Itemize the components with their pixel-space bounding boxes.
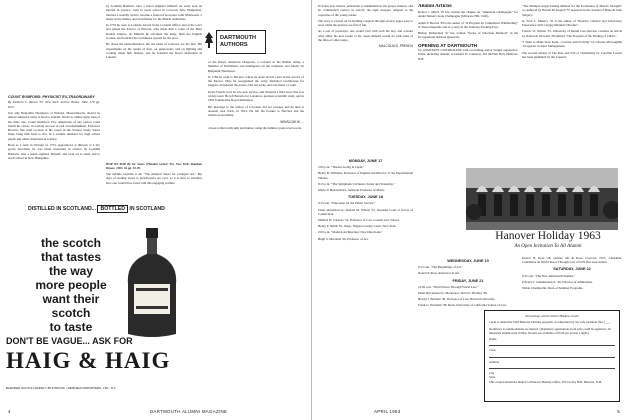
right-column-1 — [318, 4, 413, 132]
schedule-item: Edward T. Chamberlain Jr. '36, Director of Admissions. — [522, 279, 593, 284]
schedule-item: Panel discussion by: Donald M. Wilson '25, Supreme Court of Errors of Connecticut. — [318, 207, 413, 216]
review-paragraph: In 1776 he went to London, served in the Colonial Office, and at the war's end joined the Elector of Bavaria, who made him a count of the Holy Roman Empire. At Munich he reformed the army, built the English Garden, and founded the workhouse system for the poor. — [106, 23, 202, 41]
article-paragraph: Bishop Richardson '47 has written "Series of Selection Methods" in the Occupational Outlook Quarterly. — [418, 31, 518, 40]
schedule-item: Harold J. Berman '38, Professor of Law, Harvard University. — [418, 297, 496, 302]
opening-paragraph: for ASSISTANT CONTROLLER with accounting and/or budget experience. Write, including résumé, to Donald W. Cameron, 201 McNutt Hall, Hanover, N.H. — [418, 48, 518, 61]
alumni-articles-heading: Alumni Articles — [418, 4, 452, 9]
schedule-item: 2:00 p.m. "Modern Architecture: New Directions." — [318, 230, 383, 235]
right-column-2 — [418, 4, 518, 152]
review-byline: By Sanborn C. Brown '35. New York: Anchor Books. 1962. 178 pp. $.95. — [8, 100, 100, 109]
coupon-dorm-text: Dormitory accommodations are desired: (Dormitory applications from wife could be applied to all interested alumni early in May. Rooms are available at $3.50 per person a night.) — [489, 326, 611, 335]
article-paragraph: Adam P. Morton '38 is the author of "A Program for Cumulative Withholding" in Taxes magazine and of a story in the Saturday Evening Post. — [418, 20, 518, 29]
authors-box-line1: DARTMOUTH — [220, 35, 257, 41]
hanover-holiday-subtitle: An Open Invitation To All Alumni — [514, 244, 582, 249]
field-state-label: State — [489, 375, 496, 380]
schedule-item: Hugh S. Morrison '26, Professor of Art. — [318, 236, 369, 241]
review-paragraph: a book written with skill and humor, using the familiar grade level words. — [208, 125, 302, 130]
schedule-item: Waldo Chamberlin, Dean of Summer Programs. — [522, 286, 584, 291]
schedule-item: Robert P. Rose, Instructor in Art. — [418, 271, 460, 276]
article-paragraph: "I Want to Make Your Point—Concise and Exciting" by Chester McLaughlin '19 appears in Sales Management. — [522, 40, 622, 49]
article-paragraph: O. Fred L. Meierry '55 is the author of "Relative Clinical and Laboratory Experience with Cetylpyridinium Chloride". — [522, 18, 622, 28]
ad-brand: HAIG & HAIG — [6, 348, 171, 373]
review-column-3 — [208, 60, 304, 410]
schedule-item: Henry P. Smith '35, Judge, Niagara County Court, New York. — [318, 224, 397, 229]
field-address-label: Address — [489, 359, 500, 364]
ad-distilled-line: DISTILLED IN SCOTLAND... BOTTLED IN SCOTLAND — [28, 206, 165, 212]
review-paragraph: In Seuss ever tireless, pedestrian or mathematical, his proper balance, and he commended variety, in exactly the right dosages, adapted to the capacities of the young reader. — [318, 4, 413, 17]
article-paragraph: "The Multiple Angle Testing Method for the Evaluation of Muscle Strength" co-authored by Harold M. Kaplan '57 appeared in the Journal of Bone & Joint Surgery. — [522, 4, 622, 17]
whisky-bottle-icon — [122, 228, 182, 343]
schedule-item: Panel Discussion by: Moderator: David J. Bradley '38. — [418, 291, 488, 296]
right-column-3 — [522, 4, 622, 152]
coupon-closing: This coupon should be mailed to Hanover Holiday Office, 203 Crosby Hall, Hanover, N.H. — [489, 379, 602, 384]
review-paragraph: of the King's American Dragoons, a Colonel in the British Army, a Member of Parliament, and intelligence on the continent, and finally Sir Benjamin Thompson. — [208, 60, 304, 73]
field-city-label: City — [489, 371, 495, 376]
review-paragraph: As a sort of postscript, one would visit with both the boy, and wonder what either the new reader or Dr. Seuss himself would do with some of the titles of other pages. — [318, 29, 413, 43]
review-paragraph: He chose the name Rumford, the old name of Concord, for his title. His experiments on the nature of heat, on gunpowder, and on lighting and cooking made him famous, and he founded the Royal Institution in London. — [106, 42, 202, 60]
review-paragraph: His marriage to the widow of Lavoisier did not prosper, and he died at Auteuil, near Paris, in 1814. He left his fortune to Harvard and the American Academy. — [208, 104, 304, 118]
schedule-day: TUESDAY, JUNE 18 — [348, 195, 383, 200]
article-paragraph: Robert J. Misch '25 has written the chapter on "American Champagne" for André Simon's book Champagne (McGraw-Hill, 1962). — [418, 10, 518, 19]
dartmouth-logo-icon — [204, 32, 214, 48]
meetings-note: All meetings will be held in Hopkins Center — [524, 314, 580, 318]
schedule-item: 2:00 p.m. "Theater-Going in Japan." — [318, 165, 365, 170]
schedule-column-1 — [318, 156, 413, 412]
ad-fine-print: BLENDED SCOTCH WHISKY, 86.8 PROOF • RENFIELD IMPORTERS, LTD., N.Y. — [6, 386, 117, 390]
schedule-item: 10:00 a.m. "World Peace Through World Law." — [418, 284, 479, 289]
hopkins-center-photo — [466, 168, 618, 230]
footer-title-left: DARTMOUTH ALUMNI MAGAZINE — [150, 409, 228, 414]
reviewer-signature: MALCOLM D. FRENCH — [378, 44, 413, 49]
authors-box-line2: AUTHORS — [220, 42, 248, 48]
article-paragraph: Francis W. Walton '33, University of Mount Leos Review contains an article by Robert R. Dowden '38 entitled "The Progress of the Finding of Christ." — [522, 29, 622, 38]
review-paragraph: In the French wars he saw new service, and invented a field stove that was widely used. He left Bavaria for London to promote scientific study, and in 1800 founded the Royal Institution. — [208, 89, 304, 103]
schedule-day: MONDAY, JUNE 17 — [348, 159, 383, 163]
review-paragraph: Just why Benjamin Thompson of Woburn, Massachusetts, should be almost unknown today is hard to explain, but he is, unlike many men of his time: one, Count Rumford. Few Americans of any period could match his career, in worldly success or real accomplishment. Professor Brown's fine brief account of his career in the Science Study Series helps bring him back to life, in a volume intended for high school pupils and others interested in science. — [8, 111, 100, 141]
review-column-1 — [8, 95, 100, 203]
registration-coupon — [484, 310, 620, 402]
schedule-day: FRIDAY, JUNE 21 — [452, 278, 484, 283]
schedule-column-3 — [522, 256, 622, 308]
left-page — [0, 0, 312, 420]
right-page — [314, 0, 628, 420]
reviewer-signature: WINSLOW W. ... — [280, 119, 304, 124]
schedule-item: 9:15 a.m. "The Beginnings of Art." — [418, 265, 463, 270]
coupon-intro: I plan to attend the 1963 Hanover Holiday program, accompanied by my wife (Address (No.) ___ . — [489, 320, 612, 325]
review-paragraph: Born as a farm in Woburn in 1753, apprenticed at thirteen to a dry goods merchant, he was made interested in science by Loammi Baldwin, later a noted engineer himself, and went on to study and to teach school in New Hampshire. — [8, 143, 100, 160]
review-paragraph: The story is carried on in rhyming couplets through several pages easy to read, while the pictures are full of fun. — [318, 18, 413, 28]
schedule-item: Robert H. Ross '28, partner, Ott & Ross, Concord, N.H.; Chairman, Committee on World Peace Through Law of N.H. Bar Association. — [522, 256, 622, 265]
class-field[interactable] — [489, 353, 615, 358]
ad-tagline: the scotch that tastes the way more people want their scotch to taste — [35, 236, 107, 334]
opening-heading: OPENING AT DARTMOUTH — [418, 42, 477, 48]
article-paragraph: The second edition of The Rise and Fall of Christianity by Caroline Lowell has been published by the Council. — [522, 50, 622, 59]
schedule-day: WEDNESDAY, JUNE 19 — [447, 259, 489, 263]
dartmouth-authors-box — [216, 30, 266, 54]
schedule-item: Mildred H. Cardozo '32, Professor of Law, Cornell Law School. — [318, 218, 400, 223]
name-field[interactable] — [489, 341, 615, 346]
schedule-day: SATURDAY, JUNE 22 — [553, 267, 591, 272]
ad-slogan: DON'T BE VAGUE... ASK FOR — [6, 336, 133, 346]
page-number-left: 4 — [8, 409, 11, 414]
haig-advertisement — [4, 206, 194, 406]
field-class-label: Class — [489, 348, 496, 353]
hanover-holiday-title: Hanover Holiday 1963 — [495, 230, 601, 242]
review-paragraph: The subtitle explains it all: "The simplest Seuss for youngest use." My days of reading aloud to preschoolers are over, so it is hard to visualize how one would have fared with this engaging volume. — [106, 172, 202, 185]
schedule-item: 9:15 a.m. "Education for the Public Service." — [318, 201, 376, 206]
schedule-item: Henry B. Williams, Professor of English and Director of the Experimental Theater. — [318, 171, 413, 180]
schedule-column-2 — [418, 256, 518, 308]
page-number-right: 5 — [617, 409, 620, 414]
review-heading-2: HOP ON POP. By Dr. Seuss (Theodor Geisel '25). New York: Random House. 1963. 64 pp. $1.95. — [106, 161, 202, 170]
schedule-item: Mario di Bonaventura, Assistant Professor of Music. — [318, 188, 386, 193]
review-paragraph: In 1784 he went to Bavaria, where he spent eleven years in the service of the Elector. Here he reorganized the army, instituted workhouses for beggars, introduced the potato, laid out parks, and was made a Count. — [208, 74, 304, 88]
footer-date-right: APRIL 1963 — [374, 409, 401, 414]
review-heading: COUNT RUMFORD: PHYSICIST EX-TRAORDINARY — [8, 95, 95, 99]
address-field[interactable] — [489, 364, 615, 369]
schedule-item: 8:15 p.m. "The Symphonic Orchestra Today and Yesterday." — [318, 181, 395, 186]
review-paragraph: by Loammi Baldwin, later a noted engineer himself, he early took an interest in science, went to teach school in Concord, New Hampshire, married a wealthy widow, became a friend of Governor John Wentworth, a major in the militia, and an informer for the British authorities. — [106, 4, 202, 21]
ad-bottled-box: BOTTLED — [97, 205, 128, 213]
schedule-item: Frank G. Newman '38, Dean, University of California School of Law. — [418, 303, 507, 308]
field-name-label: Name — [489, 337, 497, 342]
schedule-item: 9:15 a.m. "The New Dartmouth Student." — [522, 273, 576, 278]
